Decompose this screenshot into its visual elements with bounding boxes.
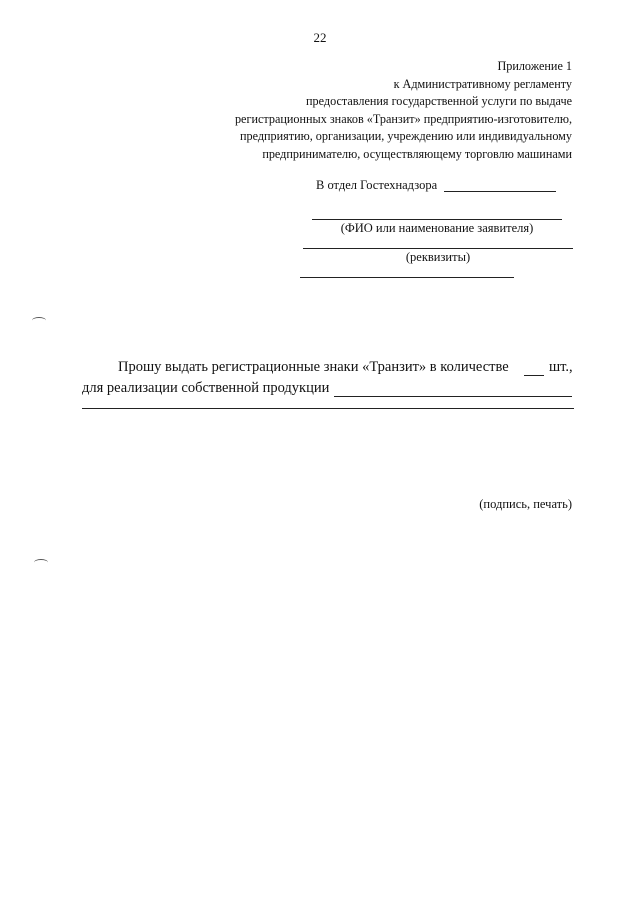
punch-mark	[34, 559, 48, 566]
annex-line: предпринимателю, осуществляющему торговлю машинами	[262, 146, 572, 161]
continuation-blank-line	[82, 408, 574, 409]
extra-blank-line	[300, 277, 514, 278]
request-line1-text: Прошу выдать регистрационные знаки «Транзит» в количестве	[118, 359, 509, 375]
applicant-caption: (ФИО или наименование заявителя)	[340, 221, 534, 235]
request-line1-unit: шт.,	[549, 359, 573, 375]
punch-mark	[32, 317, 46, 324]
product-blank-line	[334, 396, 572, 397]
addressee-blank-line	[444, 191, 556, 192]
annex-line: Приложение 1	[497, 59, 572, 73]
applicant-blank-line	[312, 219, 562, 220]
annex-line: к Административному регламенту	[393, 76, 572, 91]
annex-header	[235, 58, 572, 164]
requisites-caption: (реквизиты)	[405, 250, 471, 264]
addressee-label: В отдел Гостехнадзора	[316, 178, 438, 192]
request-line2-text: для реализации собственной продукции	[82, 380, 330, 396]
quantity-blank-line	[524, 375, 544, 376]
signature-caption: (подпись, печать)	[479, 497, 572, 511]
requisites-blank-line	[303, 248, 573, 249]
annex-line: предприятию, организации, учреждению или индивидуальному	[239, 129, 572, 144]
page-number: 22	[313, 30, 327, 45]
annex-line: предоставления государственной услуги по выдаче	[306, 94, 572, 109]
annex-line: регистрационных знаков «Транзит» предприятию-изготовителю,	[234, 111, 572, 126]
